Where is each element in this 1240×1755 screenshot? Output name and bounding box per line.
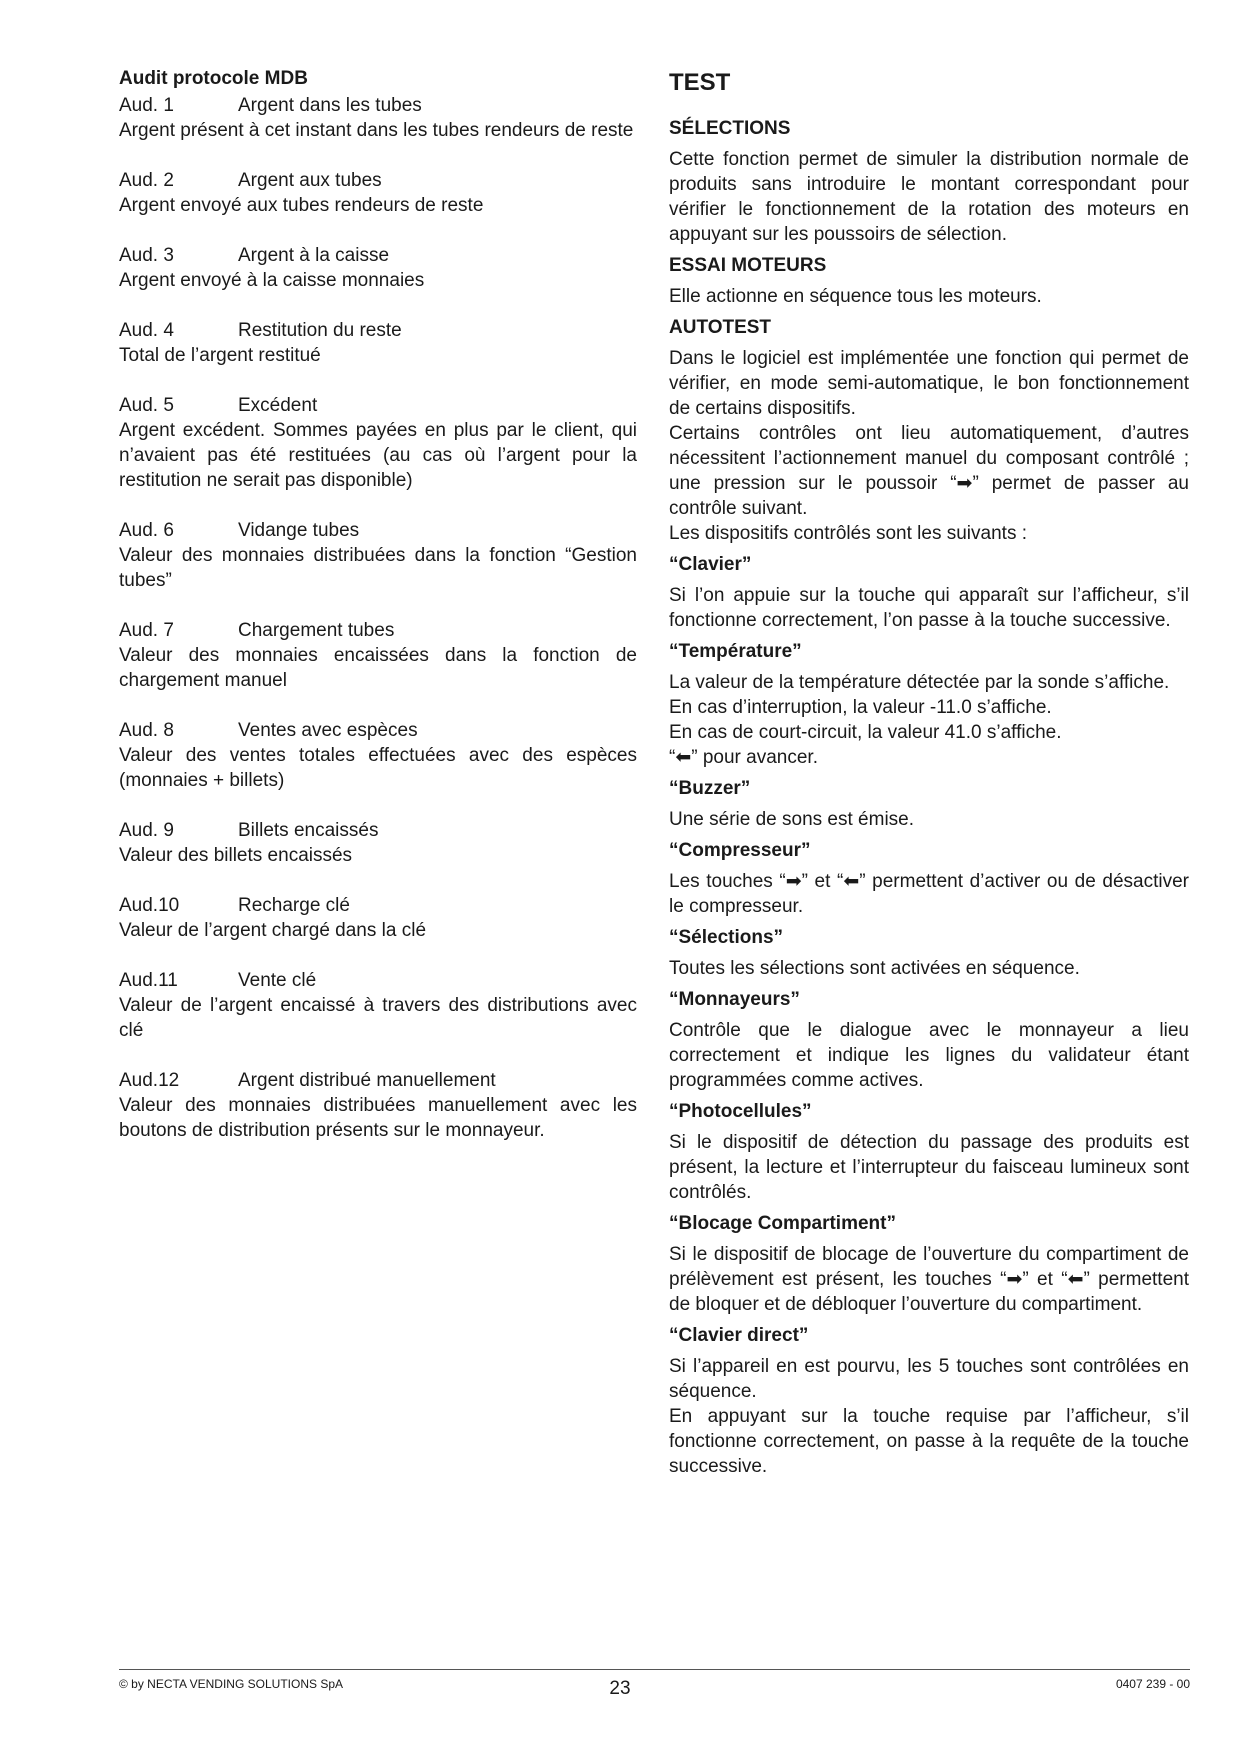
device-text-buzzer: Une série de sons est émise. (669, 809, 915, 830)
test-title: TEST (669, 69, 731, 96)
clavier-direct-paragraph: Si l’appareil en est pourvu, les 5 touches sont contrôlées en séquence. (669, 1356, 1189, 1402)
audit-item-header (119, 893, 637, 918)
section-heading-autotest: AUTOTEST (669, 317, 772, 338)
audit-item-header (119, 968, 637, 993)
audit-item (119, 893, 637, 943)
footer-copyright: © by NECTA VENDING SOLUTIONS SpA (119, 1677, 344, 1691)
audit-description: Valeur des billets encaissés (119, 845, 353, 866)
audit-item (119, 318, 637, 368)
temperature-line: En cas d’interruption, la valeur -11.0 s’affiche. (669, 697, 1052, 718)
audit-item-header (119, 818, 637, 843)
audit-code: Aud.10 (119, 895, 180, 916)
section-heading-essai-moteurs: ESSAI MOTEURS (669, 255, 827, 276)
audit-item-header (119, 393, 637, 418)
audit-item (119, 818, 637, 868)
page-number: 23 (609, 1678, 631, 1699)
audit-item-header (119, 718, 637, 743)
device-heading-photocellules: “Photocellules” (669, 1101, 812, 1122)
audit-description: Valeur de l’argent encaissé à travers des distributions avec clé (119, 995, 637, 1041)
temperature-line: “⬅” pour avancer. (669, 747, 818, 768)
audit-description: Valeur des monnaies distribuées dans la fonction “Gestion tubes” (119, 545, 637, 591)
section-text-essai-moteurs: Elle actionne en séquence tous les moteurs. (669, 286, 1042, 307)
footer-divider (119, 1669, 1190, 1670)
audit-item (119, 93, 637, 143)
audit-item-header (119, 318, 637, 343)
section-text-autotest (669, 346, 1189, 546)
audit-item (119, 243, 637, 293)
audit-item-header (119, 93, 637, 118)
document-code: 0407 239 - 00 (1115, 1677, 1190, 1691)
device-heading-clavier-direct: “Clavier direct” (669, 1325, 809, 1346)
audit-item (119, 1068, 637, 1143)
audit-code: Aud.12 (119, 1070, 180, 1091)
device-heading-monnayeurs: “Monnayeurs” (669, 989, 800, 1010)
audit-code: Aud. 9 (119, 820, 174, 841)
device-text-clavier-direct (669, 1354, 1189, 1479)
audit-item (119, 618, 637, 693)
device-text-compresseur: Les touches “➡” et “⬅” permettent d’activer ou de désactiver le compresseur. (669, 871, 1189, 917)
device-heading-blocage: “Blocage Compartiment” (669, 1213, 896, 1234)
audit-code: Aud. 6 (119, 520, 174, 541)
audit-title: Audit protocole MDB (119, 68, 308, 89)
device-heading-compresseur: “Compresseur” (669, 840, 811, 861)
audit-description: Argent envoyé aux tubes rendeurs de reste (119, 195, 484, 216)
audit-list (119, 93, 637, 1143)
audit-description: Total de l’argent restitué (119, 345, 321, 366)
device-heading-temperature: “Température” (669, 641, 802, 662)
audit-code: Aud. 4 (119, 320, 174, 341)
audit-item-header (119, 243, 637, 268)
audit-item (119, 393, 637, 493)
device-text-photocellules: Si le dispositif de détection du passage des produits est présent, la lecture et l’interrupteur du faisceau lumineux sont contrôlés. (669, 1132, 1189, 1203)
device-text-monnayeurs: Contrôle que le dialogue avec le monnayeur a lieu correctement et indique les lignes du validateur étant programmées comme actives. (669, 1020, 1189, 1091)
audit-name: Recharge clé (238, 895, 350, 916)
audit-name: Vidange tubes (238, 520, 360, 541)
audit-name: Billets encaissés (238, 820, 379, 841)
audit-name: Ventes avec espèces (238, 720, 418, 741)
device-text-blocage: Si le dispositif de blocage de l’ouverture du compartiment de prélèvement est présent, les touches “➡” et “⬅” permettent de bloquer et de débloquer l’ouverture du compartiment. (669, 1244, 1189, 1315)
device-text-selections: Toutes les sélections sont activées en séquence. (669, 958, 1080, 979)
audit-item (119, 168, 637, 218)
autotest-paragraph: Dans le logiciel est implémentée une fonction qui permet de vérifier, en mode semi-automatique, le bon fonctionnement de certains dispositifs. (669, 348, 1189, 419)
section-text-selections: Cette fonction permet de simuler la distribution normale de produits sans introduire le montant correspondant pour vérifier le fonctionnement de la rotation des moteurs en appuyant sur les poussoirs de sélection. (669, 149, 1189, 245)
audit-name: Argent aux tubes (238, 170, 382, 191)
temperature-line: La valeur de la température détectée par la sonde s’affiche. (669, 672, 1170, 693)
audit-name: Argent distribué manuellement (238, 1070, 496, 1091)
audit-item (119, 718, 637, 793)
temperature-line: En cas de court-circuit, la valeur 41.0 s’affiche. (669, 722, 1062, 743)
audit-code: Aud. 3 (119, 245, 174, 266)
audit-code: Aud. 1 (119, 95, 174, 116)
test-column (669, 66, 1189, 1485)
audit-item-header (119, 168, 637, 193)
audit-description: Valeur des monnaies distribuées manuellement avec les boutons de distribution présents sur le monnayeur. (119, 1095, 637, 1141)
device-heading-selections: “Sélections” (669, 927, 784, 948)
audit-name: Vente clé (238, 970, 317, 991)
audit-description: Valeur des monnaies encaissées dans la fonction de chargement manuel (119, 645, 637, 691)
audit-description: Valeur de l’argent chargé dans la clé (119, 920, 427, 941)
clavier-direct-paragraph: En appuyant sur la touche requise par l’afficheur, s’il fonctionne correctement, on passe à la requête de la touche successive. (669, 1406, 1189, 1477)
audit-code: Aud. 8 (119, 720, 174, 741)
autotest-paragraph: Certains contrôles ont lieu automatiquement, d’autres nécessitent l’actionnement manuel du composant contrôlé ; une pression sur le poussoir “➡” permet de passer au contrôle suivant. (669, 423, 1189, 519)
audit-item-header (119, 1068, 637, 1093)
audit-name: Argent à la caisse (238, 245, 390, 266)
audit-code: Aud. 2 (119, 170, 174, 191)
audit-description: Argent excédent. Sommes payées en plus par le client, qui n’avaient pas été restituées (au cas où l’argent pour la restitution ne serait pas disponible) (119, 420, 637, 491)
audit-name: Chargement tubes (238, 620, 395, 641)
audit-code: Aud. 7 (119, 620, 174, 641)
autotest-paragraph: Les dispositifs contrôlés sont les suivants : (669, 523, 1028, 544)
audit-item (119, 518, 637, 593)
audit-name: Excédent (238, 395, 318, 416)
audit-description: Argent présent à cet instant dans les tubes rendeurs de reste (119, 120, 634, 141)
audit-code: Aud. 5 (119, 395, 174, 416)
audit-item-header (119, 618, 637, 643)
device-heading-clavier: “Clavier” (669, 554, 752, 575)
audit-item (119, 968, 637, 1043)
audit-code: Aud.11 (119, 970, 178, 991)
audit-description: Argent envoyé à la caisse monnaies (119, 270, 425, 291)
audit-description: Valeur des ventes totales effectuées avec des espèces (monnaies + billets) (119, 745, 637, 791)
audit-name: Restitution du reste (238, 320, 402, 341)
device-text-clavier: Si l’on appuie sur la touche qui apparaît sur l’afficheur, s’il fonctionne correctement, l’on passe à la touche successive. (669, 585, 1189, 631)
section-heading-selections: SÉLECTIONS (669, 118, 791, 139)
audit-name: Argent dans les tubes (238, 95, 422, 116)
device-heading-buzzer: “Buzzer” (669, 778, 751, 799)
audit-column (119, 66, 637, 1168)
device-text-temperature (669, 670, 1189, 770)
audit-item-header (119, 518, 637, 543)
